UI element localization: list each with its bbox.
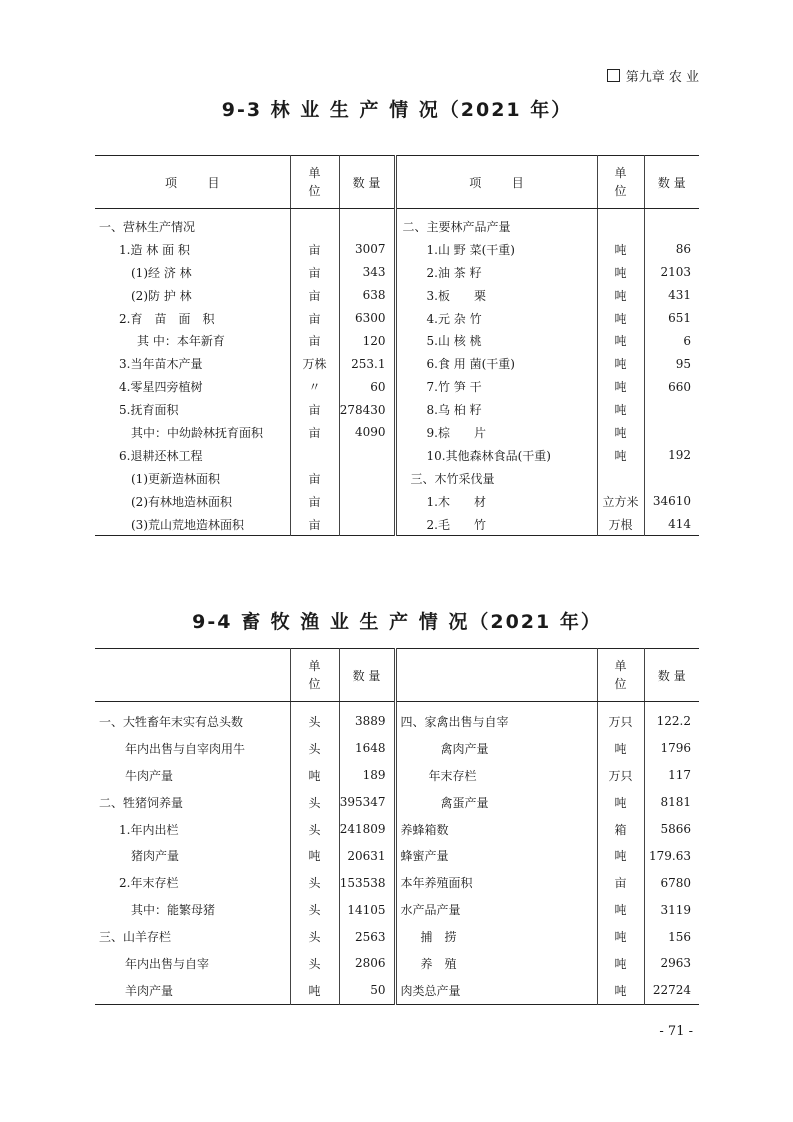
value-cell: [339, 444, 395, 467]
unit-cell: [290, 444, 339, 467]
item-cell: 捕 捞: [395, 923, 597, 950]
item-cell: 二、牲猪饲养量: [99, 795, 184, 810]
unit-cell: 吨: [597, 923, 644, 950]
table-row: [95, 950, 699, 977]
value-cell: 122.2: [644, 702, 699, 735]
item-cell: 6.退耕还林工程: [119, 448, 203, 463]
chapter-label: 第九章 农 业: [625, 70, 699, 85]
value-cell: 414: [644, 513, 699, 536]
value-cell: 50: [339, 977, 395, 1004]
unit-cell: 亩: [290, 490, 339, 513]
header-unit: 单位: [597, 649, 644, 702]
value-cell: 179.63: [644, 842, 699, 869]
unit-cell: 万根: [597, 513, 644, 536]
value-cell: 156: [644, 923, 699, 950]
value-cell: 1648: [339, 735, 395, 762]
table-header-row: [95, 156, 699, 209]
unit-cell: 吨: [290, 842, 339, 869]
unit-cell: 吨: [597, 238, 644, 261]
item-cell: 7.竹 笋 干: [395, 375, 597, 398]
unit-cell: 〃: [290, 375, 339, 398]
unit-cell: 吨: [597, 329, 644, 352]
unit-cell: 亩: [290, 467, 339, 490]
box-icon: [607, 69, 620, 82]
table-row: [95, 842, 699, 869]
unit-cell: 头: [290, 869, 339, 896]
table-row: [95, 329, 699, 352]
item-cell: (1)经 济 林: [131, 265, 192, 280]
unit-cell: 亩: [290, 398, 339, 421]
table-row: [95, 444, 699, 467]
table-row: [95, 869, 699, 896]
item-cell: 年末存栏: [395, 762, 597, 789]
value-cell: [339, 490, 395, 513]
item-cell: 10.其他森林食品(干重): [395, 444, 597, 467]
unit-cell: 亩: [597, 869, 644, 896]
value-cell: 192: [644, 444, 699, 467]
item-cell: (1)更新造林面积: [131, 471, 220, 486]
value-cell: 638: [339, 284, 395, 307]
unit-cell: 头: [290, 923, 339, 950]
table-row: [95, 490, 699, 513]
unit-cell: 箱: [597, 816, 644, 843]
value-cell: 86: [644, 238, 699, 261]
header-qty: 数 量: [644, 649, 699, 702]
table-row: [95, 923, 699, 950]
table-row: [95, 261, 699, 284]
item-cell: 其 中：本年新育: [137, 334, 225, 349]
item-cell: 4.零星四旁植树: [119, 380, 203, 395]
item-cell: 蜂蜜产量: [395, 842, 597, 869]
item-cell: 三、木竹采伐量: [395, 467, 597, 490]
unit-cell: 头: [290, 816, 339, 843]
value-cell: 395347: [339, 789, 395, 816]
item-cell: 禽肉产量: [395, 735, 597, 762]
table2-title: 9-4 畜 牧 渔 业 生 产 情 况（2021 年）: [192, 611, 602, 633]
item-cell: 1.年内出栏: [119, 822, 179, 837]
item-cell: 猪肉产量: [131, 849, 180, 864]
unit-cell: 万只: [597, 702, 644, 735]
table-row: [95, 398, 699, 421]
item-cell: 1.造 林 面 积: [119, 242, 190, 257]
value-cell: [339, 513, 395, 536]
item-cell: 5.山 核 桃: [395, 329, 597, 352]
header-qty: 数 量: [339, 649, 395, 702]
unit-cell: 亩: [290, 284, 339, 307]
table-row: [95, 238, 699, 261]
item-cell: 养 殖: [395, 950, 597, 977]
table-row: [95, 789, 699, 816]
item-cell: 肉类总产量: [395, 977, 597, 1004]
value-cell: 2963: [644, 950, 699, 977]
unit-cell: 头: [290, 735, 339, 762]
value-cell: [339, 209, 395, 238]
table-row: [95, 307, 699, 330]
value-cell: 153538: [339, 869, 395, 896]
value-cell: 2806: [339, 950, 395, 977]
value-cell: 4090: [339, 421, 395, 444]
unit-cell: 亩: [290, 513, 339, 536]
value-cell: 6: [644, 329, 699, 352]
item-cell: 年内出售与自宰肉用牛: [125, 741, 246, 756]
value-cell: 343: [339, 261, 395, 284]
value-cell: [644, 467, 699, 490]
item-cell: 养蜂箱数: [395, 816, 597, 843]
value-cell: 22724: [644, 977, 699, 1004]
unit-cell: 头: [290, 896, 339, 923]
value-cell: 189: [339, 762, 395, 789]
value-cell: [644, 421, 699, 444]
unit-cell: 立方米: [597, 490, 644, 513]
item-cell: (2)有林地造林面积: [131, 494, 232, 509]
unit-cell: 吨: [597, 352, 644, 375]
unit-cell: [597, 209, 644, 238]
unit-cell: 头: [290, 702, 339, 735]
table-row: [95, 896, 699, 923]
unit-cell: 吨: [597, 375, 644, 398]
unit-cell: 亩: [290, 238, 339, 261]
item-cell: 羊肉产量: [125, 983, 174, 998]
unit-cell: 吨: [597, 307, 644, 330]
table-row: [95, 977, 699, 1004]
item-cell: 1.山 野 菜(干重): [395, 238, 597, 261]
unit-cell: 吨: [290, 762, 339, 789]
table-row: [95, 702, 699, 735]
value-cell: 95: [644, 352, 699, 375]
value-cell: [644, 398, 699, 421]
table-row: [95, 762, 699, 789]
value-cell: 253.1: [339, 352, 395, 375]
unit-cell: 吨: [597, 398, 644, 421]
item-cell: 一、营林生产情况: [99, 219, 196, 234]
item-cell: 4.元 杂 竹: [395, 307, 597, 330]
value-cell: 6300: [339, 307, 395, 330]
unit-cell: 吨: [597, 977, 644, 1004]
item-cell: 2.油 茶 籽: [395, 261, 597, 284]
unit-cell: 吨: [597, 842, 644, 869]
value-cell: 3119: [644, 896, 699, 923]
unit-cell: 吨: [597, 261, 644, 284]
item-cell: 年内出售与自宰: [125, 956, 210, 971]
value-cell: 431: [644, 284, 699, 307]
item-cell: 二、主要林产品产量: [395, 209, 597, 238]
chapter-header: [607, 66, 699, 85]
value-cell: 120: [339, 329, 395, 352]
item-cell: 9.棕 片: [395, 421, 597, 444]
item-cell: 5.抚育面积: [119, 403, 179, 418]
unit-cell: 吨: [597, 950, 644, 977]
value-cell: 3889: [339, 702, 395, 735]
item-cell: 一、大牲畜年末实有总头数: [99, 714, 244, 729]
header-item: [395, 649, 597, 702]
table-row: [95, 816, 699, 843]
value-cell: 8181: [644, 789, 699, 816]
unit-cell: 亩: [290, 421, 339, 444]
item-cell: 3.板 栗: [395, 284, 597, 307]
value-cell: [644, 209, 699, 238]
unit-cell: 万只: [597, 762, 644, 789]
unit-cell: 万株: [290, 352, 339, 375]
table-row: [95, 513, 699, 536]
value-cell: 2563: [339, 923, 395, 950]
unit-cell: 亩: [290, 329, 339, 352]
value-cell: 14105: [339, 896, 395, 923]
item-cell: (2)防 护 林: [131, 288, 192, 303]
table-row: [95, 284, 699, 307]
header-unit: 单位: [290, 649, 339, 702]
item-cell: 牛肉产量: [125, 768, 174, 783]
table1-title: 9-3 林 业 生 产 情 况（2021 年）: [221, 99, 573, 121]
item-cell: 2.毛 竹: [395, 513, 597, 536]
table-header-row: [95, 649, 699, 702]
table-row: [95, 467, 699, 490]
value-cell: 1796: [644, 735, 699, 762]
value-cell: 660: [644, 375, 699, 398]
unit-cell: 亩: [290, 307, 339, 330]
table-row: [95, 735, 699, 762]
header-qty: 数 量: [339, 156, 395, 209]
unit-cell: 吨: [597, 896, 644, 923]
unit-cell: [597, 467, 644, 490]
item-cell: 6.食 用 菌(干重): [395, 352, 597, 375]
header-item: 项 目: [95, 156, 290, 209]
header-unit: 单位: [597, 156, 644, 209]
value-cell: 3007: [339, 238, 395, 261]
header-qty: 数 量: [644, 156, 699, 209]
item-cell: 其中：中幼龄林抚育面积: [131, 425, 264, 440]
value-cell: 60: [339, 375, 395, 398]
item-cell: 水产品产量: [395, 896, 597, 923]
item-cell: 四、家禽出售与自宰: [395, 702, 597, 735]
item-cell: 8.乌 桕 籽: [395, 398, 597, 421]
table-row: [95, 375, 699, 398]
value-cell: 2103: [644, 261, 699, 284]
unit-cell: 吨: [290, 977, 339, 1004]
value-cell: 278430: [339, 398, 395, 421]
item-cell: 3.当年苗木产量: [119, 357, 203, 372]
unit-cell: 吨: [597, 444, 644, 467]
item-cell: 三、山羊存栏: [99, 930, 172, 945]
unit-cell: 吨: [597, 421, 644, 444]
page-number: - 71 -: [659, 1024, 693, 1039]
header-item: 项 目: [395, 156, 597, 209]
unit-cell: 头: [290, 950, 339, 977]
item-cell: 禽蛋产量: [395, 789, 597, 816]
item-cell: 2.年末存栏: [119, 876, 179, 891]
item-cell: 1.木 材: [395, 490, 597, 513]
item-cell: 其中：能繁母猪: [131, 903, 216, 918]
value-cell: [339, 467, 395, 490]
value-cell: 6780: [644, 869, 699, 896]
value-cell: 20631: [339, 842, 395, 869]
livestock-fishery-table: [95, 648, 699, 1005]
unit-cell: 亩: [290, 261, 339, 284]
value-cell: 241809: [339, 816, 395, 843]
forestry-table: [95, 155, 699, 536]
table-row: [95, 421, 699, 444]
unit-cell: 头: [290, 789, 339, 816]
table-row: [95, 209, 699, 238]
item-cell: 2.育 苗 面 积: [119, 311, 215, 326]
header-item: [95, 649, 290, 702]
unit-cell: 吨: [597, 735, 644, 762]
value-cell: 5866: [644, 816, 699, 843]
header-unit: 单位: [290, 156, 339, 209]
unit-cell: 吨: [597, 284, 644, 307]
table-row: [95, 352, 699, 375]
item-cell: (3)荒山荒地造林面积: [131, 517, 244, 532]
value-cell: 34610: [644, 490, 699, 513]
value-cell: 117: [644, 762, 699, 789]
value-cell: 651: [644, 307, 699, 330]
unit-cell: 吨: [597, 789, 644, 816]
item-cell: 本年养殖面积: [395, 869, 597, 896]
unit-cell: [290, 209, 339, 238]
